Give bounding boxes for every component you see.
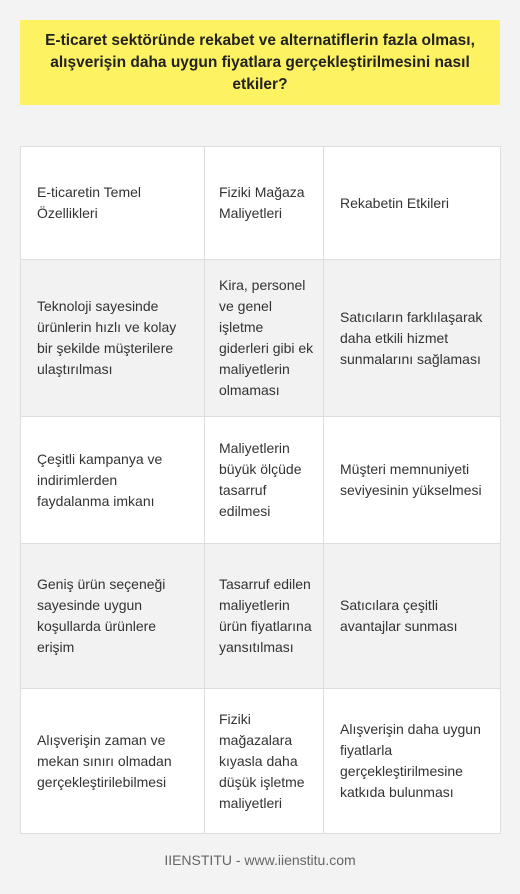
table-row bbox=[21, 260, 501, 417]
table-cell: Fiziki mağazalara kıyasla daha düşük işletme maliyetleri bbox=[205, 689, 324, 834]
table-row bbox=[21, 417, 501, 544]
footer-credit: IIENSTITU - www.iienstitu.com bbox=[164, 852, 356, 868]
table-cell: Satıcıların farklılaşarak daha etkili hizmet sunmalarını sağlaması bbox=[324, 260, 501, 417]
table-cell: Alışverişin zaman ve mekan sınırı olmadan gerçekleştirilebilmesi bbox=[21, 689, 205, 834]
table-cell: Geniş ürün seçeneği sayesinde uygun koşullarda ürünlere erişim bbox=[21, 544, 205, 689]
table-cell: Tasarruf edilen maliyetlerin ürün fiyatlarına yansıtılması bbox=[205, 544, 324, 689]
table-cell: Satıcılara çeşitli avantajlar sunması bbox=[324, 544, 501, 689]
title-banner bbox=[20, 20, 500, 105]
table-row bbox=[21, 689, 501, 834]
comparison-table bbox=[20, 146, 501, 834]
column-header: E-ticaretin Temel Özellikleri bbox=[21, 147, 205, 260]
table-cell: Maliyetlerin büyük ölçüde tasarruf edilmesi bbox=[205, 417, 324, 544]
table-header-row bbox=[21, 147, 501, 260]
page-title: E-ticaret sektöründe rekabet ve alternatiflerin fazla olması, alışverişin daha uygun fiyatlara gerçekleştirilmesini nasıl etkiler? bbox=[45, 31, 475, 93]
table-cell: Alışverişin daha uygun fiyatlarla gerçekleştirilmesine katkıda bulunması bbox=[324, 689, 501, 834]
column-header: Fiziki Mağaza Maliyetleri bbox=[205, 147, 324, 260]
table-cell: Müşteri memnuniyeti seviyesinin yükselmesi bbox=[324, 417, 501, 544]
column-header: Rekabetin Etkileri bbox=[324, 147, 501, 260]
table-row bbox=[21, 544, 501, 689]
table-cell: Teknoloji sayesinde ürünlerin hızlı ve kolay bir şekilde müşterilere ulaştırılması bbox=[21, 260, 205, 417]
table-cell: Çeşitli kampanya ve indirimlerden faydalanma imkanı bbox=[21, 417, 205, 544]
table-cell: Kira, personel ve genel işletme giderleri gibi ek maliyetlerin olmaması bbox=[205, 260, 324, 417]
